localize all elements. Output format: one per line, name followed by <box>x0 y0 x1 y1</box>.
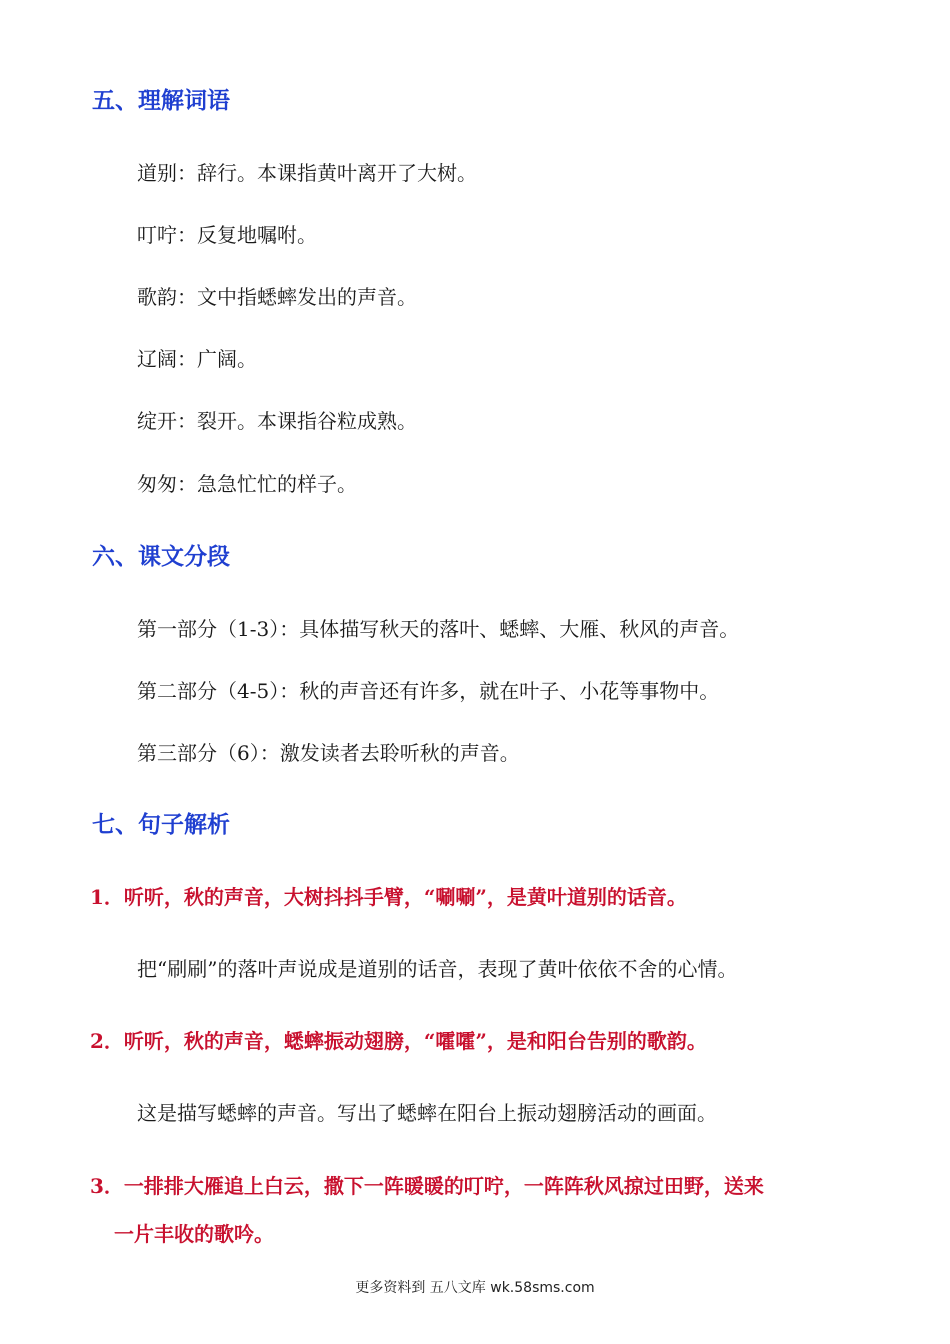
parts-item: 第三部分（6）：激发读者去聆听秋的声音。 <box>137 741 520 765</box>
vocab-item: 匆匆：急急忙忙的样子。 <box>137 472 357 496</box>
page-footer: 更多资料到 五八文库 wk.58sms.com <box>355 1280 595 1296</box>
vocab-item: 道别：辞行。本课指黄叶离开了大树。 <box>137 161 477 185</box>
analysis-sentence: 3．一排排大雁追上白云，撒下一阵暖暖的叮咛，一阵阵秋风掠过田野，送来 <box>90 1174 764 1198</box>
analysis-explanation: 这是描写蟋蟀的声音。写出了蟋蟀在阳台上振动翅膀活动的画面。 <box>137 1101 717 1125</box>
parts-item: 第二部分（4-5）：秋的声音还有许多，就在叶子、小花等事物中。 <box>137 679 720 703</box>
section-heading-vocab: 五、理解词语 <box>92 88 230 114</box>
vocab-item: 辽阔：广阔。 <box>137 347 257 371</box>
analysis-sentence: 1．听听，秋的声音，大树抖抖手臂，“唰唰”，是黄叶道别的话音。 <box>90 885 687 909</box>
analysis-sentence: 2．听听，秋的声音，蟋蟀振动翅膀，“嚯嚯”，是和阳台告别的歌韵。 <box>90 1029 707 1053</box>
vocab-item: 歌韵：文中指蟋蟀发出的声音。 <box>137 285 417 309</box>
analysis-sentence-continued: 一片丰收的歌吟。 <box>114 1222 274 1246</box>
analysis-explanation: 把“刷刷”的落叶声说成是道别的话音，表现了黄叶依依不舍的心情。 <box>137 957 738 981</box>
vocab-item: 叮咛：反复地嘱咐。 <box>137 223 317 247</box>
parts-item: 第一部分（1-3）：具体描写秋天的落叶、蟋蟀、大雁、秋风的声音。 <box>137 617 740 641</box>
section-heading-analysis: 七、句子解析 <box>92 812 230 838</box>
vocab-item: 绽开：裂开。本课指谷粒成熟。 <box>137 409 417 433</box>
section-heading-parts: 六、课文分段 <box>92 544 230 570</box>
